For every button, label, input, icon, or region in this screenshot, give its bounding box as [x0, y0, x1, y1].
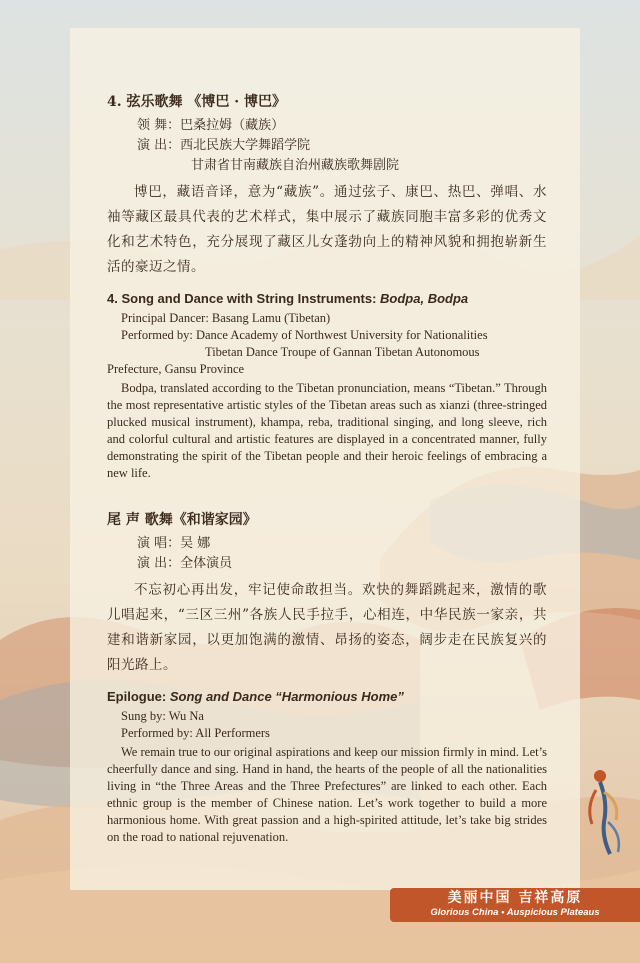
section2-en-sung-by: Sung by: Wu Na [121, 709, 204, 723]
section1-en-performed-by-2: Tibetan Dance Troupe of Gannan Tibetan Autonomous [205, 345, 480, 359]
section1-zh-lead-dancer: 领 舞：巴桑拉姆（藏族） [137, 118, 285, 133]
section1-en-title-plain: 4. Song and Dance with String Instruments: [107, 291, 381, 306]
section2-zh-title: 尾 声 歌舞《和谐家园》 [107, 512, 257, 528]
section2-zh-performed-by: 演 出：全体演员 [137, 556, 233, 571]
section2-zh-description: 不忘初心再出发，牢记使命敢担当。欢快的舞蹈跳起来，激情的歌儿唱起来，“三区三州”各族人民手拉手，心相连，中华民族一家亲，共建和谐新家园，以更加饱满的激情、昂扬的姿态，阔步走在民族复兴的阳光路上。 [107, 582, 547, 673]
section1-en-performed-by: Performed by: Dance Academy of Northwest University for Nationalities [121, 328, 488, 342]
section1-zh-performed-by: 演 出：西北民族大学舞蹈学院 [137, 138, 311, 153]
banner-en-text: Glorious China • Auspicious Plateaus [430, 907, 600, 918]
section1-en-lead-dancer: Principal Dancer: Basang Lamu (Tibetan) [121, 311, 331, 325]
section1-zh-performed-by-2: 甘肃省甘南藏族自治州藏族歌舞剧院 [191, 158, 400, 173]
banner-zh-text: 美丽中国 吉祥高原 [447, 890, 583, 906]
section2-en-title [107, 688, 547, 706]
section2-en-description: We remain true to our original aspirations and keep our mission firmly in mind. Let’s cheerfully dance and sing. Hand in hand, the hearts of the people of all the nationalities living in “the Three Areas and the Three Prefectures” are linked to each other. Each ethnic group is the member of Chinese nation. Let’s work together to build a more harmonious home. With great passion and a high-spirited attitude, let’s take big strides on the road to national rejuvenation. [107, 745, 547, 844]
section2-en-performed-by: Performed by: All Performers [121, 726, 270, 740]
section2-en-title-italic: Song and Dance “Harmonious Home” [169, 689, 404, 704]
section1-en-title-italic: Bodpa, Bodpa [380, 291, 469, 306]
section1-zh-description: 博巴，藏语音译，意为“藏族”。通过弦子、康巴、热巴、弹唱、水袖等藏区最具代表的艺术样式，集中展示了藏族同胞丰富多彩的优秀文化和艺术特色，充分展现了藏区儿女蓬勃向上的精神风貌和拥抱崭新生活的豪迈之情。 [107, 184, 547, 275]
program-content [107, 92, 547, 848]
section2-zh-sung-by: 演 唱：吴 娜 [137, 536, 211, 551]
section2-en-title-plain: Epilogue: [107, 689, 170, 704]
flying-apsara-icon [578, 762, 628, 862]
section1-zh-title: 4. 弦乐歌舞 《博巴 · 博巴》 [107, 94, 286, 110]
section1-en-performed-by-3: Prefecture, Gansu Province [107, 362, 245, 376]
footer-banner [390, 888, 640, 922]
section2 [107, 510, 547, 846]
section1-en-description: Bodpa, translated according to the Tibetan pronunciation, means “Tibetan.” Through the most representative artistic styles of the Tibetan areas such as xianzi (three-stringed plucked musical instrument), khampa, reba, traditional singing, and long sleeve, rich and colorful cultural and artistic features are displayed in a concentrated manner, fully demonstrating the spirit of the Tibetan people and their heroic feelings of embracing a new life. [107, 381, 547, 480]
section1-en-title [107, 290, 547, 308]
